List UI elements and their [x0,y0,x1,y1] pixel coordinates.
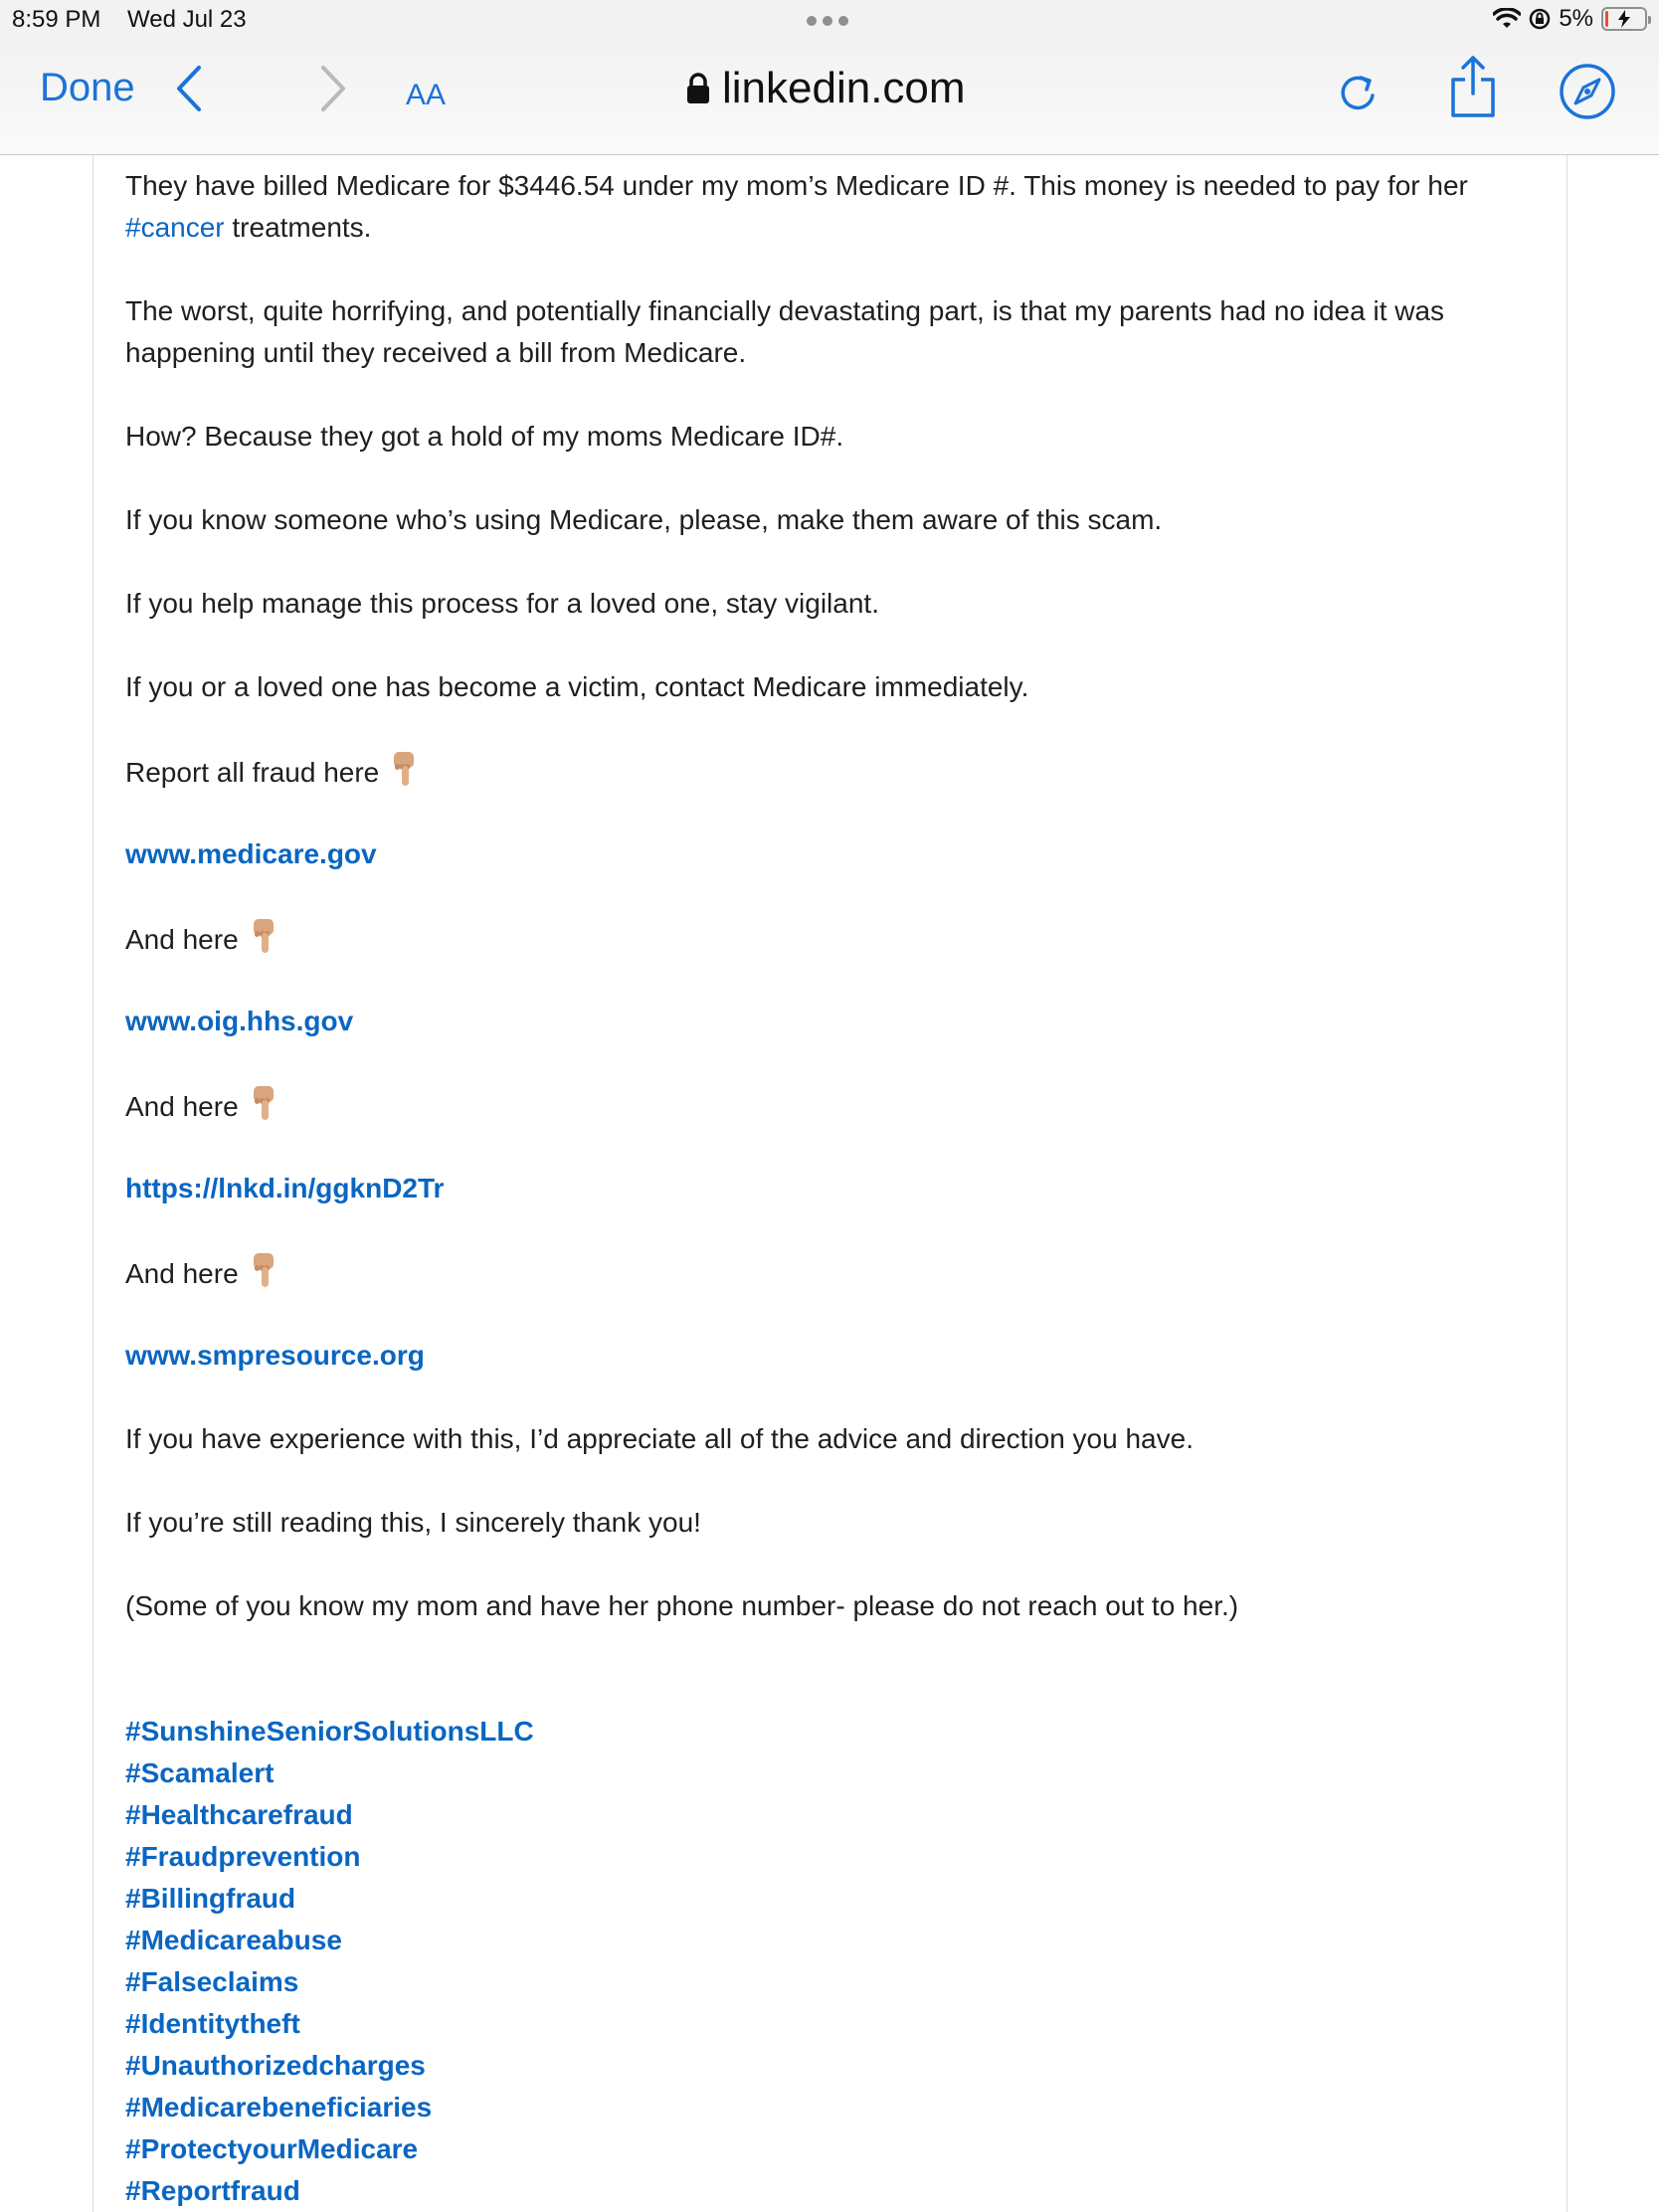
post-paragraph-7: If you have experience with this, I’d appreciate all of the advice and direction you have. [125,1423,1194,1454]
pointing-down-emoji [251,1084,278,1122]
and-here-label: And here [125,1091,239,1122]
post-paragraph-3: How? Because they got a hold of my moms Medicare ID#. [125,421,844,452]
post-paragraph-4: If you know someone who’s using Medicare, please, make them aware of this scam. [125,504,1163,535]
hashtag-link[interactable]: #Falseclaims [125,1966,299,1997]
and-here-line-3 [125,1251,1548,1295]
pointing-down-emoji [391,750,419,788]
status-date: Wed Jul 23 [127,6,247,33]
hashtag-cancer[interactable]: #cancer [125,212,225,243]
charging-bolt-icon [1616,10,1632,28]
hashtag-link[interactable]: #Unauthorizedcharges [125,2050,426,2081]
post-paragraph-1 [125,165,1548,249]
and-here-label: And here [125,924,239,955]
hashtag-link[interactable]: #Identitytheft [125,2008,300,2039]
link-oig[interactable]: www.oig.hhs.gov [125,1006,354,1036]
post-paragraph-6: If you or a loved one has become a victim, contact Medicare immediately. [125,671,1029,702]
post-paragraph-2: The worst, quite horrifying, and potentially financially devastating part, is that my parents had no idea it was happening until they received a bill from Medicare. [125,295,1445,368]
battery-icon [1601,7,1647,31]
lock-icon [686,73,710,104]
compass-icon[interactable] [1558,62,1617,121]
share-icon[interactable] [1447,54,1499,119]
text-size-label: AA [406,79,447,111]
hashtag-link[interactable]: #Scamalert [125,1757,275,1788]
post-paragraph-9: (Some of you know my mom and have her phone number- please do not reach out to her.) [125,1590,1239,1621]
browser-toolbar [0,40,1659,155]
wifi-icon [1493,8,1521,30]
text-size-button[interactable] [406,70,446,114]
and-here-label: And here [125,1258,239,1289]
status-bar [0,0,1659,40]
link-medicare[interactable]: www.medicare.gov [125,838,377,869]
chevron-right-icon[interactable] [318,64,348,113]
and-here-line-2 [125,1084,1548,1128]
pointing-down-emoji [251,1251,278,1289]
status-time: 8:59 PM [12,6,101,33]
hashtag-link[interactable]: #Medicareabuse [125,1925,342,1955]
hashtag-link[interactable]: #Reportfraud [125,2175,300,2206]
status-right [1493,5,1647,33]
and-here-line-1 [125,917,1548,961]
p1-text: They have billed Medicare for $3446.54 under my mom’s Medicare ID #. This money is needed to pay for her [125,170,1468,201]
address-bar[interactable] [686,64,966,113]
post-paragraph-8: If you’re still reading this, I sincerely thank you! [125,1507,701,1538]
orientation-lock-icon [1529,8,1551,30]
reload-icon[interactable] [1335,70,1382,117]
battery-fill [1605,11,1608,27]
hashtag-link[interactable]: #ProtectyourMedicare [125,2133,419,2164]
hashtag-link[interactable]: #Healthcarefraud [125,1799,353,1830]
hashtag-link[interactable]: #Billingfraud [125,1883,296,1914]
chevron-left-icon[interactable] [174,64,204,113]
p1-text-end: treatments. [224,212,372,243]
hashtag-link[interactable]: #Fraudprevention [125,1841,361,1872]
post-paragraph-5: If you help manage this process for a loved one, stay vigilant. [125,588,879,619]
url-text: linkedin.com [722,64,966,112]
link-lnkd[interactable]: https://lnkd.in/ggknD2Tr [125,1173,445,1203]
hashtag-link[interactable]: #SunshineSeniorSolutionsLLC [125,1716,534,1747]
battery-percent: 5% [1559,5,1593,32]
link-smpresource[interactable]: www.smpresource.org [125,1340,425,1371]
multitasking-dots-icon[interactable] [807,16,848,26]
report-label: Report all fraud here [125,757,380,788]
hashtag-link[interactable]: #Medicarebeneficiaries [125,2092,433,2122]
pointing-down-emoji [251,917,278,955]
report-line [125,750,1548,794]
done-button[interactable]: Done [40,66,135,109]
